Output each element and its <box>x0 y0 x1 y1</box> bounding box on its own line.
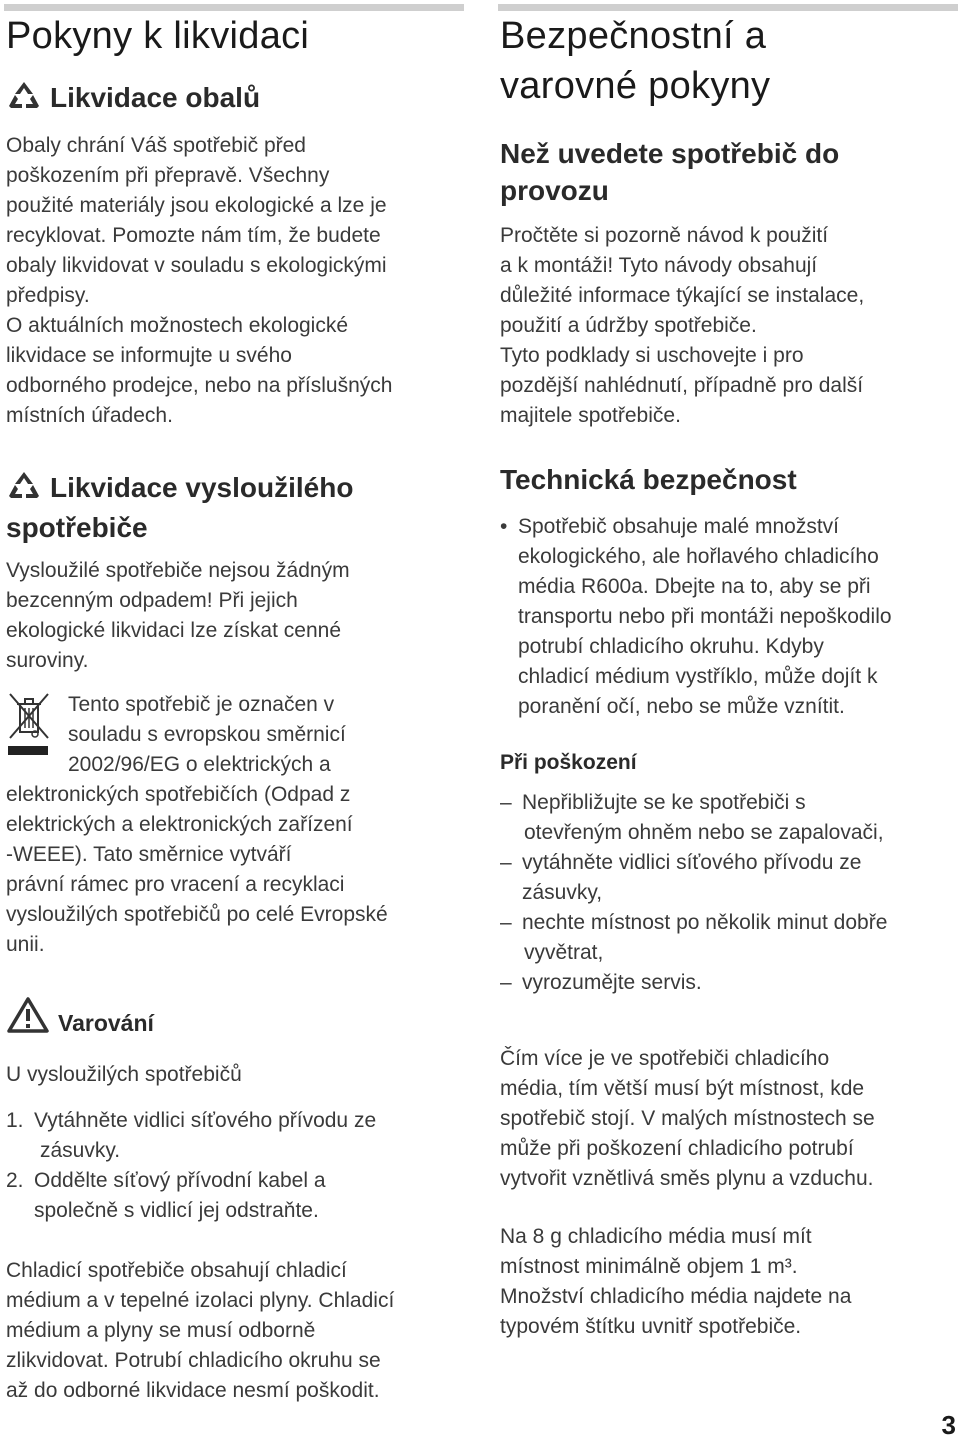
heading-old-appliance-line1: Likvidace vysloužilého <box>50 472 354 503</box>
heading-damage: Při poškození <box>500 751 637 774</box>
bullet-mark: • <box>500 515 508 538</box>
dash-mark: – <box>500 851 512 874</box>
list-item <box>6 1106 466 1166</box>
text-line: vyvětrat, <box>524 941 604 964</box>
text-line: poranění očí, nebo se může vznítit. <box>518 695 845 718</box>
text-line: 2002/96/EG o elektrických a <box>68 753 331 776</box>
text-line: zásuvky. <box>40 1139 121 1162</box>
heading-old-appliance <box>6 469 466 546</box>
heading-packaging-text: Likvidace obalů <box>50 82 261 113</box>
text-line: O aktuálních možnostech ekologické <box>6 314 349 337</box>
page-title-safety <box>500 11 958 111</box>
page-title-safety-line1: Bezpečnostní a <box>500 15 767 57</box>
text-line: Tento spotřebič je označen v <box>68 693 335 716</box>
list-number: 1. <box>6 1109 24 1132</box>
text-line: Spotřebič obsahuje malé množství <box>518 515 839 538</box>
text-line: potrubí chladicího okruhu. Kdyby <box>518 635 824 658</box>
text-line: zásuvky, <box>522 881 603 904</box>
text-line: souladu s evropskou směrnicí <box>68 723 346 746</box>
old-appliance-text <box>6 556 466 676</box>
heading-before-use-line1: Než uvedete spotřebič do <box>500 138 840 169</box>
list-number: 2. <box>6 1169 24 1192</box>
list-item <box>500 908 958 968</box>
text-line: Nepřibližujte se ke spotřebiči s <box>522 791 806 814</box>
page-number: 3 <box>941 1410 956 1440</box>
damage-list <box>500 788 958 998</box>
warning-subheading: U vysloužilých spotřebičů <box>6 1063 242 1086</box>
text-line: vytvořit vznětlivá směs plynu a vzduchu. <box>500 1167 874 1190</box>
page-title-safety-line2: varovné pokyny <box>500 65 771 107</box>
list-item <box>500 848 958 908</box>
text-line: média R600a. Dbejte na to, aby se při <box>518 575 871 598</box>
page-title-disposal: Pokyny k likvidaci <box>6 15 310 57</box>
heading-packaging <box>6 79 466 119</box>
text-line: otevřeným ohněm nebo se zapalovači, <box>524 821 884 844</box>
text-line: Čím více je ve spotřebiči chladicího <box>500 1047 830 1070</box>
text-line: elektrických a elektronických zařízení <box>6 813 353 836</box>
text-line: nechte místnost po několik minut dobře <box>522 911 888 934</box>
text-line: místnost minimálně objem 1 m³. <box>500 1255 798 1278</box>
text-line: spotřebič stojí. V malých místnostech se <box>500 1107 875 1130</box>
heading-warning-text: Varování <box>58 1010 154 1036</box>
text-line: unii. <box>6 933 45 956</box>
text-line: Množství chladicího média najdete na <box>500 1285 852 1308</box>
dash-mark: – <box>500 791 512 814</box>
text-line: vyrozumějte servis. <box>522 971 702 994</box>
heading-warning <box>6 996 466 1046</box>
weee-section <box>6 690 466 960</box>
text-line: majitele spotřebiče. <box>500 404 681 427</box>
text-line: chladicí médium vystříklo, může dojít k <box>518 665 878 688</box>
text-line: odborného prodejce, nebo na příslušných <box>6 374 393 397</box>
text-line: likvidace se informujte u svého <box>6 344 292 367</box>
text-line: a k montáži! Tyto návody obsahují <box>500 254 818 277</box>
technical-safety-bullet <box>500 512 958 722</box>
text-line: bezcenným odpadem! Při jejich <box>6 589 298 612</box>
recycle-icon <box>6 80 42 119</box>
before-use-text <box>500 221 958 431</box>
heading-before-use <box>500 135 958 209</box>
text-line: média, tím větší musí být místnost, kde <box>500 1077 865 1100</box>
text-line: obaly likvidovat v souladu s ekologickými <box>6 254 387 277</box>
text-line: Tyto podklady si uschovejte i pro <box>500 344 804 367</box>
text-line: Obaly chrání Váš spotřebič před <box>6 134 306 157</box>
text-line: použité materiály jsou ekologické a lze je <box>6 194 387 217</box>
text-line: ekologického, ale hořlavého chladicího <box>518 545 879 568</box>
list-item <box>500 788 958 848</box>
heading-old-appliance-line2: spotřebiče <box>6 512 148 543</box>
text-line: Vytáhněte vidlici síťového přívodu ze <box>34 1109 377 1132</box>
text-line: vytáhněte vidlici síťového přívodu ze <box>522 851 862 874</box>
text-line: důležité informace týkající se instalace, <box>500 284 865 307</box>
text-line: místních úřadech. <box>6 404 173 427</box>
text-line: médium a plyny se musí odborně <box>6 1319 316 1342</box>
text-line: -WEEE). Tato směrnice vytváří <box>6 843 292 866</box>
heading-technical-safety: Technická bezpečnost <box>500 464 797 495</box>
text-line: Vysloužilé spotřebiče nejsou žádným <box>6 559 350 582</box>
text-line: může při poškození chladicího potrubí <box>500 1137 854 1160</box>
list-item <box>500 968 958 998</box>
text-line: pozdější nahlédnutí, případně pro další <box>500 374 864 397</box>
warning-steps <box>6 1106 466 1226</box>
text-line: Na 8 g chladicího média musí mít <box>500 1225 812 1248</box>
text-line: suroviny. <box>6 649 89 672</box>
room-size-text <box>500 1044 958 1194</box>
text-line: ekologické likvidaci lze získat cenné <box>6 619 341 642</box>
text-line: elektronických spotřebičích (Odpad z <box>6 783 351 806</box>
warning-closing-text <box>6 1256 466 1406</box>
left-column <box>6 0 466 1406</box>
text-line: společně s vidlicí jej odstraňte. <box>34 1199 319 1222</box>
warning-triangle-icon <box>6 996 50 1046</box>
text-line: zlikvidovat. Potrubí chladicího okruhu se <box>6 1349 381 1372</box>
text-line: až do odborné likvidace nesmí poškodit. <box>6 1379 380 1402</box>
text-line: právní rámec pro vracení a recyklaci <box>6 873 345 896</box>
right-column <box>500 0 958 1342</box>
text-line: typovém štítku uvnitř spotřebiče. <box>500 1315 802 1338</box>
recycle-icon <box>6 470 42 509</box>
text-line: transportu nebo při montáži nepoškodilo <box>518 605 892 628</box>
text-line: Pročtěte si pozorně návod k použití <box>500 224 829 247</box>
text-line: vysloužilých spotřebičů po celé Evropské <box>6 903 388 926</box>
text-line: poškozením při přepravě. Všechny <box>6 164 330 187</box>
heading-before-use-line2: provozu <box>500 175 609 206</box>
text-line: Chladicí spotřebiče obsahují chladicí <box>6 1259 347 1282</box>
text-line: předpisy. <box>6 284 90 307</box>
text-line: recyklovat. Pomozte nám tím, že budete <box>6 224 381 247</box>
packaging-text <box>6 131 466 431</box>
text-line: použití a údržby spotřebiče. <box>500 314 757 337</box>
list-item <box>6 1166 466 1226</box>
refrigerant-quantity-text <box>500 1222 958 1342</box>
dash-mark: – <box>500 911 512 934</box>
dash-mark: – <box>500 971 512 994</box>
text-line: médium a v tepelné izolaci plyny. Chladicí <box>6 1289 395 1312</box>
crossed-bin-icon <box>6 690 50 760</box>
text-line: Oddělte síťový přívodní kabel a <box>34 1169 326 1192</box>
